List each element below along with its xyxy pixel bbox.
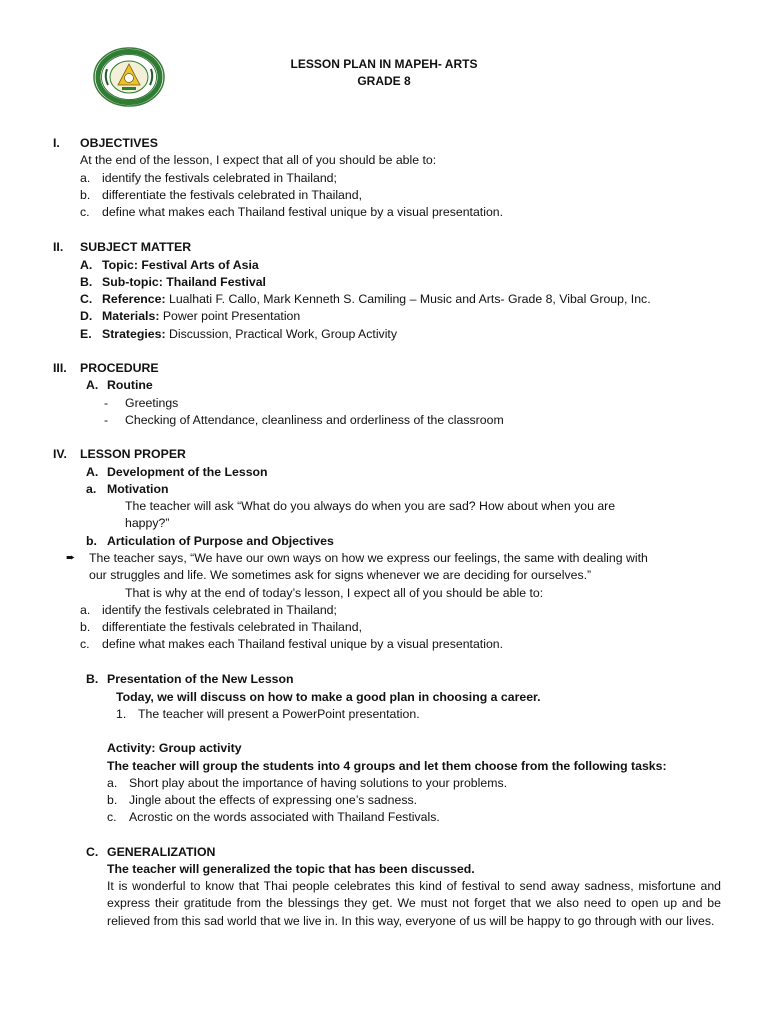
teacher-says-text: our struggles and life. We sometimes ask for signs whenever we are deciding for ourselves.” [89, 568, 592, 582]
list-item: Short play about the importance of having solutions to your problems. [129, 776, 508, 790]
list-marker: C. [86, 845, 99, 859]
motivation-heading: Motivation [107, 482, 169, 496]
motivation-text: The teacher will ask “What do you always do when you are sad? How about when you are [125, 499, 616, 513]
section-heading-procedure: PROCEDURE [80, 361, 159, 375]
list-item: identify the festivals celebrated in Thailand; [102, 171, 337, 185]
objectives-intro: At the end of the lesson, I expect that all of you should be able to: [80, 153, 437, 167]
item-label: Reference: [102, 292, 166, 306]
list-marker: c. [80, 205, 90, 219]
list-marker: D. [80, 309, 93, 323]
that-is-why-text: That is why at the end of today’s lesson, I expect all of you should be able to: [125, 586, 544, 600]
section-heading-objectives: OBJECTIVES [80, 136, 158, 150]
development-heading: Development of the Lesson [107, 465, 268, 479]
section-number: I. [53, 136, 60, 150]
list-marker: b. [80, 188, 91, 202]
list-item [102, 291, 651, 308]
list-item: define what makes each Thailand festival unique by a visual presentation. [102, 637, 504, 651]
list-marker: a. [80, 171, 91, 185]
activity-heading: Activity: Group activity [107, 741, 242, 755]
list-marker: A. [86, 378, 99, 392]
list-marker: A. [86, 465, 99, 479]
list-item: Checking of Attendance, cleanliness and orderliness of the classroom [125, 413, 504, 427]
list-marker: b. [107, 793, 118, 807]
item-label: Topic: Festival Arts of Asia [102, 258, 259, 272]
section-number: IV. [53, 447, 67, 461]
list-item [102, 326, 397, 343]
pointing-hand-icon: ➨ [66, 552, 76, 564]
teacher-says-text: The teacher says, “We have our own ways on how we express our feelings, the same with dealing with [89, 551, 648, 565]
presentation-text: Today, we will discuss on how to make a good plan in choosing a career. [116, 690, 541, 704]
list-marker: a. [80, 603, 91, 617]
document-title: LESSON PLAN IN MAPEH- ARTS [290, 57, 478, 71]
list-marker: a. [86, 482, 97, 496]
list-item [102, 257, 259, 274]
list-marker: B. [86, 672, 99, 686]
routine-heading: Routine [107, 378, 153, 392]
list-item: The teacher will present a PowerPoint presentation. [138, 707, 420, 721]
list-marker: b. [80, 620, 91, 634]
list-marker: B. [80, 275, 93, 289]
list-item: define what makes each Thailand festival unique by a visual presentation. [102, 205, 504, 219]
activity-text: The teacher will group the students into 4 groups and let them choose from the following tasks: [107, 759, 667, 773]
list-item: Acrostic on the words associated with Thailand Festivals. [129, 810, 440, 824]
list-item: identify the festivals celebrated in Thailand; [102, 603, 337, 617]
list-item [102, 308, 300, 325]
item-text: Discussion, Practical Work, Group Activity [165, 327, 397, 341]
motivation-text: happy?” [125, 516, 170, 530]
generalization-bold-text: The teacher will generalized the topic that has been discussed. [107, 862, 475, 876]
section-number: III. [53, 361, 67, 375]
articulation-heading: Articulation of Purpose and Objectives [107, 534, 334, 548]
list-marker: a. [107, 776, 118, 790]
generalization-paragraph: It is wonderful to know that Thai people celebrates this kind of festival to send away sadness, misfortune and express their gratitude from the blessings they get. We must not forget that we also need to open up and be relieved from this sad world that we live in. In this way, everyone of us will be happy to go through with our lives. [107, 879, 721, 928]
list-marker: c. [107, 810, 117, 824]
list-item [102, 274, 266, 291]
section-heading-lesson-proper: LESSON PROPER [80, 447, 186, 461]
list-item: Jingle about the effects of expressing one’s sadness. [129, 793, 418, 807]
list-marker: c. [80, 637, 90, 651]
item-label: Sub-topic: Thailand Festival [102, 275, 266, 289]
list-marker: E. [80, 327, 92, 341]
grade-label: GRADE 8 [357, 74, 411, 88]
list-marker: A. [80, 258, 93, 272]
list-marker: - [104, 413, 109, 427]
list-marker: b. [86, 534, 97, 548]
generalization-heading: GENERALIZATION [107, 845, 216, 859]
section-number: II. [53, 240, 64, 254]
item-label: Strategies: [102, 327, 166, 341]
section-heading-subject-matter: SUBJECT MATTER [80, 240, 192, 254]
presentation-heading: Presentation of the New Lesson [107, 672, 294, 686]
list-marker: 1. [116, 707, 127, 721]
item-text: Lualhati F. Callo, Mark Kenneth S. Camiling – Music and Arts- Grade 8, Vibal Group, Inc. [165, 292, 651, 306]
list-marker: - [104, 396, 109, 410]
list-item: differentiate the festivals celebrated in Thailand, [102, 188, 362, 202]
item-label: Materials: [102, 309, 160, 323]
item-text: Power point Presentation [159, 309, 301, 323]
list-marker: C. [80, 292, 93, 306]
list-item: Greetings [125, 396, 179, 410]
list-item: differentiate the festivals celebrated in Thailand, [102, 620, 362, 634]
